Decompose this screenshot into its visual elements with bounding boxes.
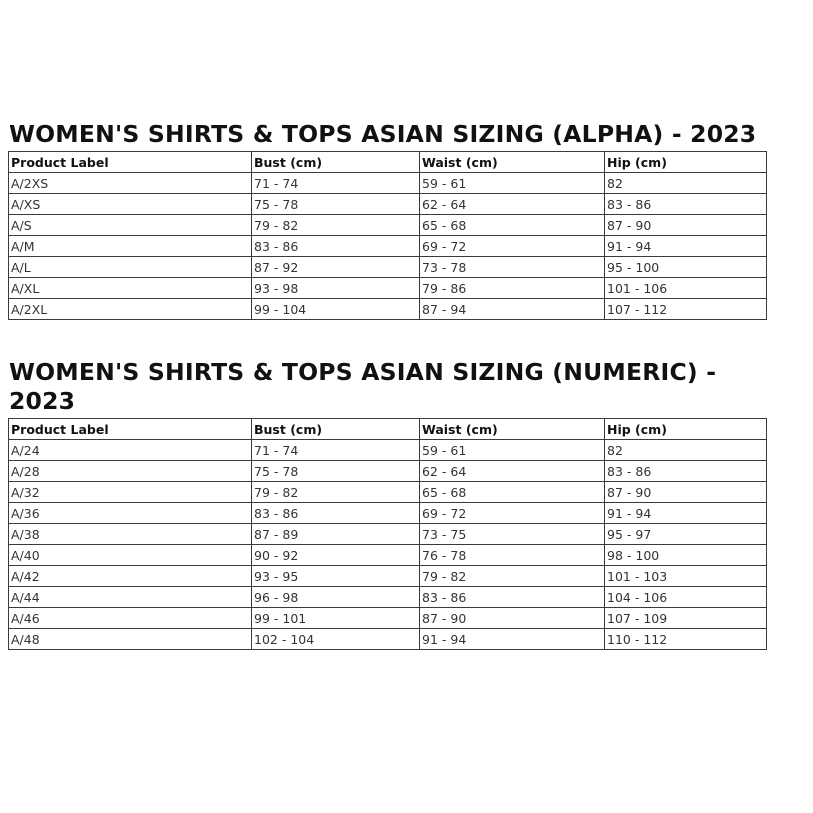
hip-cell: 83 - 86 [605, 194, 767, 215]
header-hip: Hip (cm) [605, 419, 767, 440]
hip-cell: 110 - 112 [605, 629, 767, 650]
hip-cell: 87 - 90 [605, 215, 767, 236]
waist-cell: 59 - 61 [420, 440, 605, 461]
bust-cell: 93 - 98 [252, 278, 420, 299]
product-label-cell: A/2XL [9, 299, 252, 320]
alpha-sizing-title: WOMEN'S SHIRTS & TOPS ASIAN SIZING (ALPHA) - 2023 [9, 120, 757, 148]
alpha-size-table [8, 151, 767, 320]
bust-cell: 71 - 74 [252, 173, 420, 194]
hip-cell: 83 - 86 [605, 461, 767, 482]
bust-cell: 99 - 104 [252, 299, 420, 320]
header-bust: Bust (cm) [252, 152, 420, 173]
table-row [9, 194, 767, 215]
bust-cell: 79 - 82 [252, 215, 420, 236]
numeric-size-table [8, 418, 767, 650]
product-label-cell: A/40 [9, 545, 252, 566]
header-waist: Waist (cm) [420, 152, 605, 173]
bust-cell: 83 - 86 [252, 503, 420, 524]
product-label-cell: A/32 [9, 482, 252, 503]
product-label-cell: A/48 [9, 629, 252, 650]
alpha-sizing-section [8, 120, 766, 320]
waist-cell: 69 - 72 [420, 236, 605, 257]
waist-cell: 65 - 68 [420, 482, 605, 503]
waist-cell: 59 - 61 [420, 173, 605, 194]
table-row [9, 257, 767, 278]
waist-cell: 87 - 94 [420, 299, 605, 320]
bust-cell: 99 - 101 [252, 608, 420, 629]
waist-cell: 65 - 68 [420, 215, 605, 236]
product-label-cell: A/L [9, 257, 252, 278]
product-label-cell: A/46 [9, 608, 252, 629]
hip-cell: 95 - 100 [605, 257, 767, 278]
bust-cell: 90 - 92 [252, 545, 420, 566]
bust-cell: 87 - 92 [252, 257, 420, 278]
hip-cell: 95 - 97 [605, 524, 767, 545]
table-row [9, 566, 767, 587]
header-hip: Hip (cm) [605, 152, 767, 173]
waist-cell: 79 - 82 [420, 566, 605, 587]
product-label-cell: A/XL [9, 278, 252, 299]
product-label-cell: A/XS [9, 194, 252, 215]
waist-cell: 79 - 86 [420, 278, 605, 299]
table-header-row [9, 152, 767, 173]
product-label-cell: A/36 [9, 503, 252, 524]
waist-cell: 91 - 94 [420, 629, 605, 650]
waist-cell: 73 - 75 [420, 524, 605, 545]
hip-cell: 101 - 106 [605, 278, 767, 299]
table-row [9, 608, 767, 629]
table-row [9, 545, 767, 566]
waist-cell: 87 - 90 [420, 608, 605, 629]
product-label-cell: A/44 [9, 587, 252, 608]
table-row [9, 461, 767, 482]
bust-cell: 75 - 78 [252, 194, 420, 215]
waist-cell: 62 - 64 [420, 194, 605, 215]
table-row [9, 299, 767, 320]
table-row [9, 524, 767, 545]
bust-cell: 75 - 78 [252, 461, 420, 482]
hip-cell: 87 - 90 [605, 482, 767, 503]
waist-cell: 83 - 86 [420, 587, 605, 608]
table-row [9, 173, 767, 194]
product-label-cell: A/2XS [9, 173, 252, 194]
hip-cell: 82 [605, 440, 767, 461]
hip-cell: 107 - 112 [605, 299, 767, 320]
waist-cell: 69 - 72 [420, 503, 605, 524]
bust-cell: 83 - 86 [252, 236, 420, 257]
bust-cell: 79 - 82 [252, 482, 420, 503]
hip-cell: 101 - 103 [605, 566, 767, 587]
hip-cell: 104 - 106 [605, 587, 767, 608]
hip-cell: 91 - 94 [605, 503, 767, 524]
table-row [9, 440, 767, 461]
bust-cell: 71 - 74 [252, 440, 420, 461]
table-row [9, 278, 767, 299]
numeric-sizing-section [8, 358, 766, 650]
table-row [9, 587, 767, 608]
table-row [9, 236, 767, 257]
table-header-row [9, 419, 767, 440]
hip-cell: 82 [605, 173, 767, 194]
header-product-label: Product Label [9, 419, 252, 440]
bust-cell: 96 - 98 [252, 587, 420, 608]
waist-cell: 73 - 78 [420, 257, 605, 278]
header-product-label: Product Label [9, 152, 252, 173]
product-label-cell: A/28 [9, 461, 252, 482]
table-row [9, 215, 767, 236]
hip-cell: 98 - 100 [605, 545, 767, 566]
header-waist: Waist (cm) [420, 419, 605, 440]
table-row [9, 482, 767, 503]
table-row [9, 503, 767, 524]
header-bust: Bust (cm) [252, 419, 420, 440]
product-label-cell: A/42 [9, 566, 252, 587]
waist-cell: 62 - 64 [420, 461, 605, 482]
waist-cell: 76 - 78 [420, 545, 605, 566]
table-row [9, 629, 767, 650]
bust-cell: 102 - 104 [252, 629, 420, 650]
hip-cell: 107 - 109 [605, 608, 767, 629]
product-label-cell: A/M [9, 236, 252, 257]
product-label-cell: A/38 [9, 524, 252, 545]
bust-cell: 93 - 95 [252, 566, 420, 587]
product-label-cell: A/S [9, 215, 252, 236]
numeric-sizing-title: WOMEN'S SHIRTS & TOPS ASIAN SIZING (NUMERIC) - 2023 [9, 358, 717, 415]
bust-cell: 87 - 89 [252, 524, 420, 545]
product-label-cell: A/24 [9, 440, 252, 461]
hip-cell: 91 - 94 [605, 236, 767, 257]
